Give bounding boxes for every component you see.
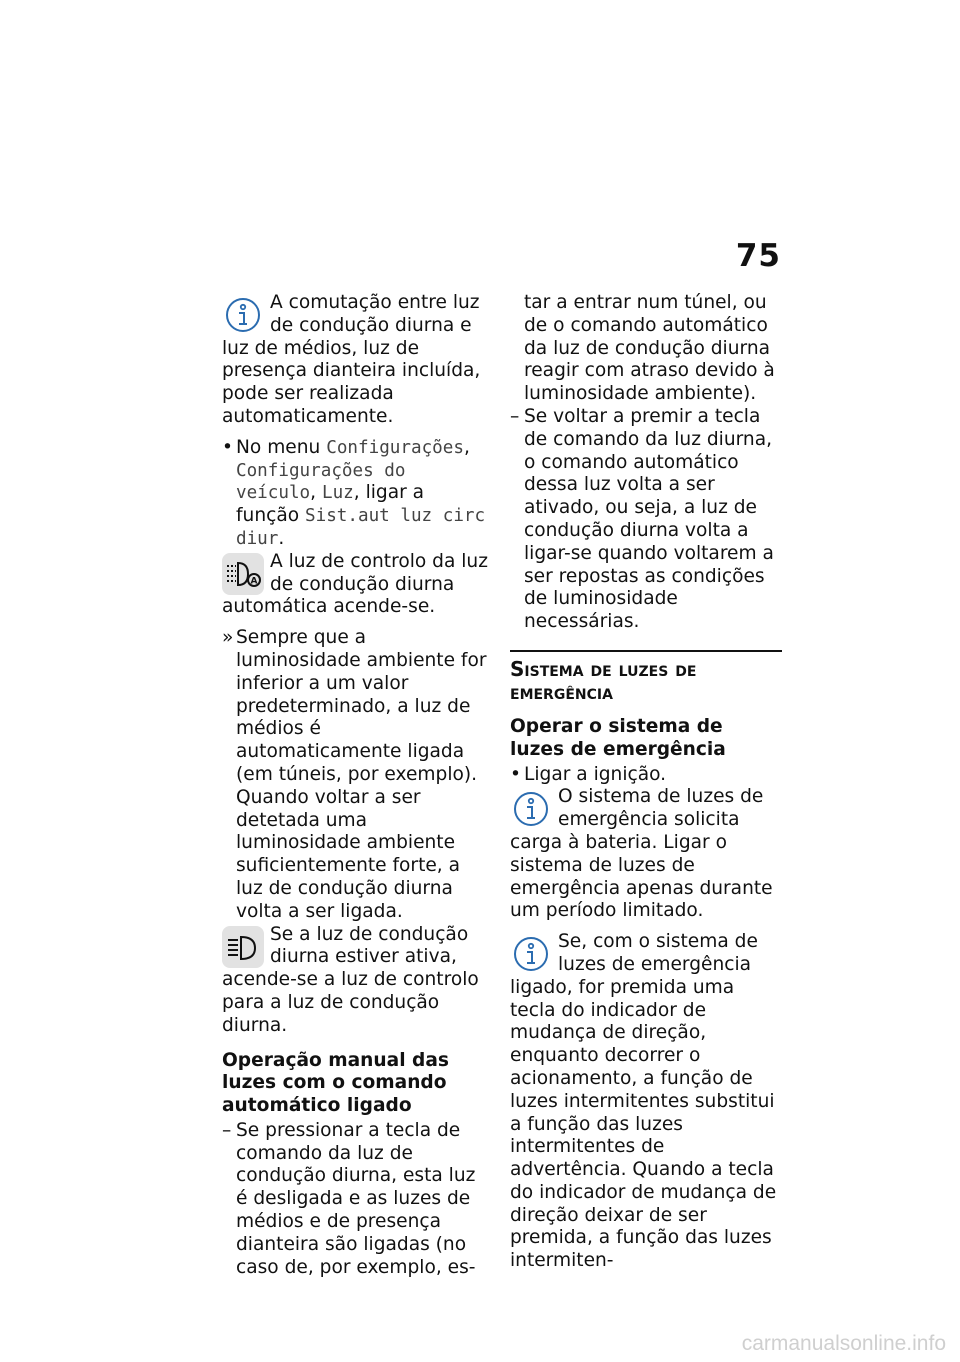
- menu-path-item: Configurações: [326, 437, 464, 458]
- dash-marker: –: [222, 1119, 232, 1141]
- instruction-text: Ligar a ignição.: [524, 763, 667, 785]
- right-column: [510, 292, 782, 1281]
- bullet-marker: •: [510, 763, 521, 785]
- instruction-step: [510, 764, 782, 787]
- list-item: [510, 292, 782, 406]
- info-note: [510, 931, 782, 1273]
- info-note: [222, 292, 492, 429]
- list-item-text: Se voltar a premir a tecla de comando da luz diurna, o comando automático dessa luz volta a ser ativado, ou seja, a luz de condução diurna volta a ligar-se quando voltarem a ser repostas as condições de luminosidade necessárias.: [524, 405, 774, 633]
- section-divider: [510, 650, 782, 652]
- note-text: Se a luz de condução diurna estiver ativa, acende-se a luz de controlo para a luz de condução diurna.: [222, 923, 479, 1036]
- daytime-running-light-indicator-icon: [222, 926, 264, 968]
- info-icon: [510, 933, 552, 975]
- list-item: [510, 406, 782, 634]
- note-text: O sistema de luzes de emergência solicita carga à bateria. Ligar o sistema de luzes de emergência apenas durante um período limitado.: [510, 786, 773, 922]
- indicator-note: [222, 924, 492, 1038]
- indicator-note: [222, 551, 492, 619]
- info-icon: [510, 788, 552, 830]
- subheading: Operar o sistema de luzes de emergência: [510, 715, 726, 760]
- result-text: Sempre que a luminosidade ambiente for inferior a um valor predeterminado, a luz de médios é automaticamente ligada (em túneis, por exemplo). Quando voltar a ser detetada uma luminosidade ambiente suficientemente forte, a luz de condução diurna volta a ser ligada.: [236, 627, 487, 922]
- result-item: [222, 627, 492, 923]
- instruction-step: [222, 437, 492, 551]
- info-icon: [222, 294, 264, 336]
- bullet-marker: •: [222, 436, 233, 458]
- info-note: [510, 786, 782, 923]
- list-item: [222, 1120, 492, 1280]
- page-number: 75: [735, 238, 781, 274]
- watermark: carmanualsonline.info: [741, 1332, 946, 1355]
- instruction-text: No menu Configurações, Configurações do veículo, Luz, ligar a função Sist.aut luz circ diur.: [236, 436, 486, 549]
- menu-path-item: Luz: [321, 483, 354, 504]
- auto-daytime-light-indicator-icon: [222, 553, 264, 595]
- subheading: Operação manual das luzes com o comando automático ligado: [222, 1049, 449, 1117]
- menu-path-item: Configurações do veículo: [236, 460, 406, 504]
- note-text: Se, com o sistema de luzes de emergência ligado, for premida uma tecla do indicador de mudança de direção, enquanto decorrer o acionamento, a função de luzes intermitentes substitui a função das luzes intermitentes de advertência. Quando a tecla do indicador de mudança de direção deixar de ser premida, a função das luzes intermiten-: [510, 931, 777, 1272]
- dash-marker: –: [510, 405, 520, 427]
- svg-text:A: A: [250, 576, 258, 587]
- left-column: [222, 292, 492, 1279]
- section-title: Sistema de luzes de emergência: [510, 656, 697, 704]
- list-item-text: Se pressionar a tecla de comando da luz de condução diurna, esta luz é desligada e as luzes de médios e de presença dianteira são ligadas (no caso de, por exemplo, es-: [236, 1119, 476, 1278]
- list-item-text: tar a entrar num túnel, ou de o comando automático da luz de condução diurna reagir com atraso devido à luminosidade ambiente).: [524, 292, 775, 405]
- note-text: A luz de controlo da luz de condução diurna automática acende-se.: [222, 550, 488, 618]
- note-text: A comutação entre luz de condução diurna e luz de médios, luz de presença dianteira incluída, pode ser realizada automaticamente.: [222, 292, 481, 427]
- result-marker: »: [222, 627, 234, 649]
- menu-function-name: Sist.aut luz circ diur: [236, 506, 486, 549]
